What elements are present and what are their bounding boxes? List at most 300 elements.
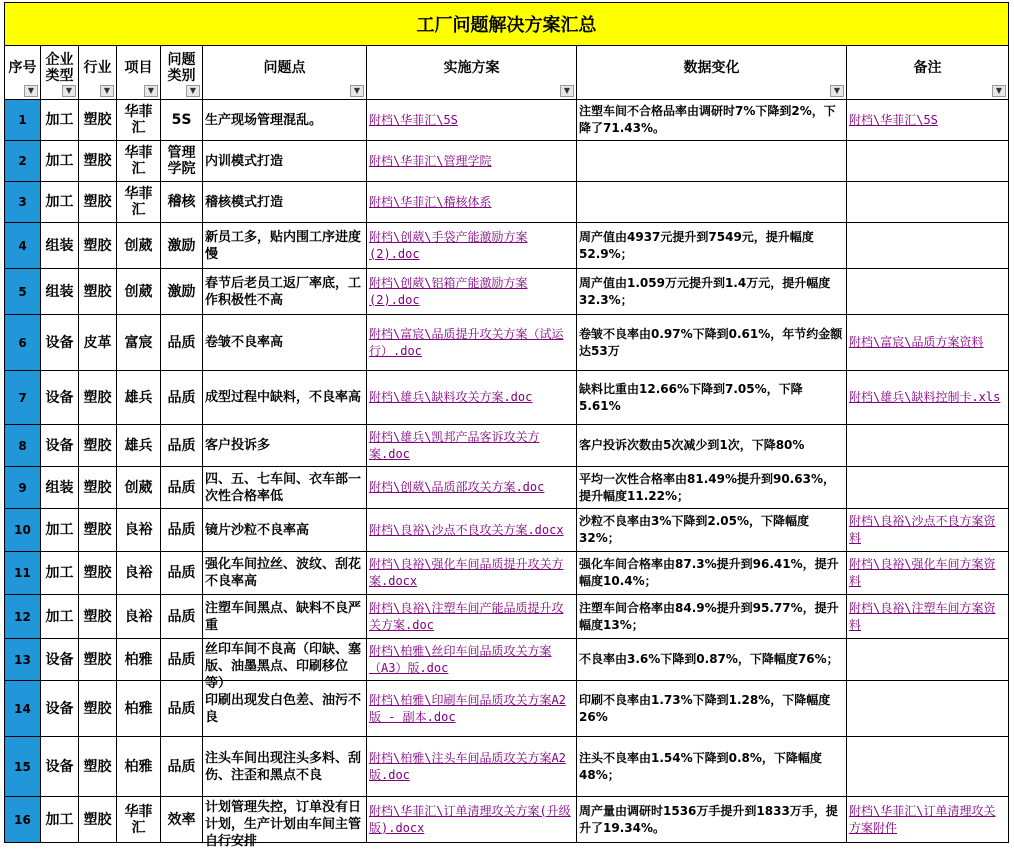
row-number-text: 1: [18, 113, 27, 127]
note-link-text[interactable]: 附档\华菲汇\订单清理攻关方案附件: [849, 803, 996, 835]
note-link[interactable]: [847, 797, 1009, 843]
plan-link-text[interactable]: 附档\华菲汇\管理学院: [369, 153, 492, 168]
category-cell-text: 品质: [167, 565, 196, 581]
plan-link[interactable]: [367, 371, 577, 425]
table-row: [5, 315, 1009, 371]
enterprise-type-cell-text: 组装: [45, 237, 74, 254]
enterprise-type-cell: [41, 371, 79, 425]
data-change-cell: [577, 315, 847, 371]
problem-cell-text: 生产现场管理混乱。: [205, 112, 323, 128]
category-cell: [161, 100, 203, 141]
row-number: [5, 141, 41, 182]
problem-cell: [203, 425, 367, 467]
industry-cell-text: 塑胶: [83, 112, 112, 128]
data-change-cell-text: 注头不良率由1.54%下降到0.8%，下降幅度48%；: [579, 750, 822, 782]
filter-dropdown-icon[interactable]: ▼: [24, 85, 38, 97]
enterprise-type-cell-text: 组装: [45, 283, 74, 300]
note-link: [847, 639, 1009, 681]
category-cell: [161, 467, 203, 509]
plan-link[interactable]: [367, 141, 577, 182]
industry-cell-text: 塑胶: [83, 651, 112, 668]
note-link[interactable]: [847, 371, 1009, 425]
table-row: [5, 269, 1009, 315]
row-number: [5, 371, 41, 425]
problem-cell: [203, 371, 367, 425]
data-change-cell: [577, 371, 847, 425]
note-link: [847, 223, 1009, 269]
category-cell-text: 品质: [167, 522, 196, 538]
enterprise-type-cell-text: 设备: [45, 437, 74, 454]
filter-dropdown-icon[interactable]: ▼: [992, 85, 1006, 97]
table-row: [5, 797, 1009, 843]
industry-cell: [79, 509, 117, 552]
column-header-note[interactable]: [847, 46, 1009, 100]
plan-link[interactable]: [367, 552, 577, 595]
industry-cell-text: 塑胶: [83, 194, 112, 210]
row-number-text: 14: [14, 701, 31, 716]
plan-link-text[interactable]: 附档\柏雅\注头车间品质攻关方案A2版.doc: [369, 750, 566, 782]
row-number: [5, 681, 41, 737]
note-link: [847, 182, 1009, 223]
row-number: [5, 100, 41, 141]
enterprise-type-cell: [41, 315, 79, 371]
row-number-text: 4: [18, 238, 27, 253]
note-link-text[interactable]: 附档\华菲汇\5S: [849, 112, 938, 127]
row-number-text: 8: [18, 438, 27, 453]
category-cell: [161, 315, 203, 371]
note-link: [847, 269, 1009, 315]
industry-cell: [79, 182, 117, 223]
problem-cell: [203, 315, 367, 371]
note-link: [847, 681, 1009, 737]
note-link[interactable]: [847, 315, 1009, 371]
note-link-text[interactable]: 附档\良裕\沙点不良方案资料: [849, 514, 996, 545]
industry-cell-text: 塑胶: [83, 437, 112, 454]
data-change-cell: [577, 737, 847, 797]
plan-link-text[interactable]: 附档\华菲汇\稽核体系: [369, 194, 492, 209]
row-number: [5, 552, 41, 595]
table-row: [5, 509, 1009, 552]
industry-cell: [79, 467, 117, 509]
row-number-text: 16: [14, 812, 31, 827]
enterprise-type-cell: [41, 509, 79, 552]
problem-cell-text: 成型过程中缺料，不良率高: [205, 390, 362, 405]
column-header-problem[interactable]: [203, 46, 367, 100]
note-link[interactable]: [847, 509, 1009, 552]
enterprise-type-cell-text: 加工: [45, 522, 74, 538]
plan-link[interactable]: [367, 100, 577, 141]
enterprise-type-cell: [41, 595, 79, 639]
enterprise-type-cell-text: 设备: [45, 758, 74, 775]
problem-cell-text: 客户投诉多: [205, 438, 271, 453]
category-cell-text: 稽核: [167, 194, 196, 210]
problem-cell-text: 丝印车间不良高（印缺、塞版、油墨黑点、印刷移位等）: [205, 641, 362, 691]
enterprise-type-cell-text: 组装: [45, 479, 74, 496]
category-cell-text: 品质: [167, 758, 196, 775]
table-row: [5, 595, 1009, 639]
row-number-text: 6: [18, 335, 27, 350]
row-number: [5, 737, 41, 797]
enterprise-type-cell-text: 设备: [45, 700, 74, 717]
column-header-project[interactable]: [117, 46, 161, 100]
category-cell: [161, 552, 203, 595]
enterprise-type-cell-text: 设备: [45, 389, 74, 406]
row-number-text: 2: [18, 154, 27, 168]
project-cell-text: 柏雅: [124, 758, 153, 775]
data-change-cell: [577, 509, 847, 552]
industry-cell: [79, 681, 117, 737]
project-cell: [117, 595, 161, 639]
category-cell: [161, 737, 203, 797]
industry-cell-text: 塑胶: [83, 283, 112, 300]
data-change-cell-text: 注塑车间合格率由84.9%提升到95.77%，提升幅度13%；: [579, 600, 839, 632]
enterprise-type-cell-text: 加工: [45, 608, 74, 625]
row-number-text: 5: [18, 284, 27, 299]
problem-cell-text: 春节后老员工返厂率底，工作积极性不高: [205, 275, 362, 308]
data-change-cell: [577, 639, 847, 681]
project-cell: [117, 467, 161, 509]
data-change-cell: [577, 223, 847, 269]
enterprise-type-cell: [41, 223, 79, 269]
table-row: [5, 639, 1009, 681]
project-cell: [117, 681, 161, 737]
project-cell-text: 创葳: [124, 237, 153, 254]
filter-dropdown-icon[interactable]: ▼: [62, 85, 76, 97]
plan-link[interactable]: [367, 681, 577, 737]
enterprise-type-cell: [41, 552, 79, 595]
data-change-cell-text: 印刷不良率由1.73%下降到1.28%，下降幅度26%: [579, 692, 831, 724]
column-header-plan[interactable]: [367, 46, 577, 100]
problem-cell: [203, 467, 367, 509]
enterprise-type-cell: [41, 797, 79, 843]
note-link: [847, 141, 1009, 182]
note-link-text[interactable]: 附档\富宸\品质方案资料: [849, 335, 984, 349]
plan-link-text[interactable]: 附档\良裕\沙点不良攻关方案.docx: [369, 522, 564, 537]
industry-cell-text: 皮革: [83, 334, 112, 351]
project-cell-text: 柏雅: [124, 700, 153, 717]
enterprise-type-cell-text: 加工: [45, 112, 74, 128]
plan-link-text[interactable]: 附档\雄兵\缺料攻关方案.doc: [369, 390, 533, 404]
category-cell-text: 效率: [167, 811, 196, 828]
problem-cell: [203, 100, 367, 141]
plan-link-text[interactable]: 附档\柏雅\印刷车间品质攻关方案A2版 - 副本.doc: [369, 692, 566, 724]
industry-cell-text: 塑胶: [83, 389, 112, 406]
column-header-label: 实施方案: [443, 59, 500, 76]
industry-cell-text: 塑胶: [83, 565, 112, 581]
filter-dropdown-icon[interactable]: ▼: [186, 85, 200, 97]
data-change-cell: [577, 797, 847, 843]
project-cell-text: 雄兵: [124, 389, 153, 406]
row-number: [5, 223, 41, 269]
note-link[interactable]: [847, 552, 1009, 595]
project-cell: [117, 269, 161, 315]
table-row: [5, 100, 1009, 141]
column-header-label: 问题类别: [167, 51, 196, 84]
table-row: [5, 467, 1009, 509]
table-row: [5, 371, 1009, 425]
note-link: [847, 467, 1009, 509]
industry-cell: [79, 269, 117, 315]
data-change-cell: [577, 100, 847, 141]
industry-cell-text: 塑胶: [83, 811, 112, 828]
data-change-cell-text: 卷皱不良率由0.97%下降到0.61%，年节约金额达53万: [579, 326, 843, 358]
category-cell-text: 品质: [167, 389, 196, 406]
solutions-table: [4, 2, 1009, 849]
industry-cell: [79, 315, 117, 371]
row-number: [5, 595, 41, 639]
data-change-cell: [577, 141, 847, 182]
note-link-text[interactable]: 附档\良裕\注塑车间方案资料: [849, 600, 996, 632]
filter-dropdown-icon[interactable]: ▼: [560, 85, 574, 97]
project-cell: [117, 797, 161, 843]
project-cell: [117, 141, 161, 182]
project-cell-text: 华菲汇: [124, 803, 153, 836]
row-number-text: 13: [14, 652, 31, 667]
enterprise-type-cell-text: 加工: [45, 153, 74, 169]
project-cell-text: 华菲汇: [124, 145, 153, 177]
industry-cell: [79, 552, 117, 595]
enterprise-type-cell: [41, 467, 79, 509]
industry-cell: [79, 737, 117, 797]
plan-link[interactable]: [367, 182, 577, 223]
enterprise-type-cell-text: 设备: [45, 651, 74, 668]
sheet-title: 工厂问题解决方案汇总: [5, 3, 1009, 46]
filter-dropdown-icon[interactable]: ▼: [144, 85, 158, 97]
data-change-cell: [577, 595, 847, 639]
problem-cell-text: 稽核模式打造: [205, 194, 284, 210]
plan-link-text[interactable]: 附档\创葳\手袋产能激励方案(2).doc: [369, 229, 528, 261]
data-change-cell-text: 客户投诉次数由5次减少到1次，下降80%: [579, 438, 805, 452]
industry-cell: [79, 223, 117, 269]
industry-cell-text: 塑胶: [83, 608, 112, 625]
problem-cell: [203, 182, 367, 223]
column-header-label: 行业: [83, 59, 112, 76]
problem-cell: [203, 737, 367, 797]
category-cell-text: 管理学院: [167, 145, 196, 177]
plan-link-text[interactable]: 附档\富宸\品质提升攻关方案（试运行）.doc: [369, 326, 564, 358]
project-cell: [117, 182, 161, 223]
plan-link-text[interactable]: 附档\良裕\注塑车间产能品质提升攻关方案.doc: [369, 600, 564, 632]
note-link: [847, 737, 1009, 797]
column-header-type[interactable]: [41, 46, 79, 100]
filter-dropdown-icon[interactable]: ▼: [350, 85, 364, 97]
plan-link[interactable]: [367, 269, 577, 315]
column-header-data[interactable]: [577, 46, 847, 100]
row-number-text: 9: [18, 480, 27, 495]
row-number-text: 3: [18, 195, 27, 209]
data-change-cell-text: 平均一次性合格率由81.49%提升到90.63%，提升幅度11.22%；: [579, 471, 835, 503]
row-number: [5, 467, 41, 509]
column-header-industry[interactable]: [79, 46, 117, 100]
plan-link[interactable]: [367, 467, 577, 509]
column-header-label: 问题点: [263, 59, 306, 76]
plan-link[interactable]: [367, 425, 577, 467]
problem-cell-text: 内训模式打造: [205, 153, 284, 169]
data-change-cell-text: 周产量由调研时1536万手提升到1833万手，提升了19.34%。: [579, 803, 838, 835]
project-cell-text: 良裕: [124, 608, 153, 625]
row-number-text: 12: [14, 609, 31, 624]
plan-link-text[interactable]: 附档\柏雅\丝印车间品质攻关方案（A3）版.doc: [369, 643, 552, 675]
category-cell-text: 品质: [167, 651, 196, 668]
enterprise-type-cell: [41, 100, 79, 141]
table-row: [5, 141, 1009, 182]
note-link: [847, 425, 1009, 467]
plan-link[interactable]: [367, 223, 577, 269]
note-link[interactable]: [847, 100, 1009, 141]
category-cell: [161, 797, 203, 843]
problem-cell-text: 卷皱不良率高: [205, 335, 284, 350]
industry-cell-text: 塑胶: [83, 522, 112, 538]
category-cell: [161, 595, 203, 639]
industry-cell-text: 塑胶: [83, 153, 112, 169]
data-change-cell-text: 沙粒不良率由3%下降到2.05%，下降幅度32%；: [579, 514, 810, 545]
filter-dropdown-icon[interactable]: ▼: [100, 85, 114, 97]
problem-cell: [203, 141, 367, 182]
table-row: [5, 552, 1009, 595]
problem-cell-text: 注塑车间黑点、缺料不良严重: [205, 600, 362, 633]
enterprise-type-cell-text: 加工: [45, 194, 74, 210]
data-change-cell: [577, 269, 847, 315]
header-row: [5, 46, 1009, 100]
plan-link-text[interactable]: 附档\创葳\品质部攻关方案.doc: [369, 480, 545, 494]
column-header-label: 序号: [8, 59, 37, 76]
industry-cell: [79, 797, 117, 843]
category-cell-text: 激励: [167, 237, 196, 254]
enterprise-type-cell: [41, 639, 79, 681]
table-row: [5, 737, 1009, 797]
project-cell: [117, 100, 161, 141]
note-link-text[interactable]: 附档\雄兵\缺料控制卡.xls: [849, 390, 1001, 404]
column-header-label: 备注: [913, 59, 942, 76]
plan-link-text[interactable]: 附档\雄兵\凯邦产品客诉攻关方案.doc: [369, 429, 540, 461]
plan-link[interactable]: [367, 737, 577, 797]
problem-cell: [203, 552, 367, 595]
industry-cell-text: 塑胶: [83, 479, 112, 496]
column-header-label: 数据变化: [683, 59, 740, 76]
row-number: [5, 182, 41, 223]
problem-cell-text: 镜片沙粒不良率高: [205, 522, 310, 538]
project-cell: [117, 425, 161, 467]
category-cell: [161, 269, 203, 315]
project-cell: [117, 223, 161, 269]
data-change-cell-text: 周产值由4937元提升到7549元，提升幅度52.9%；: [579, 229, 814, 261]
category-cell-text: 品质: [167, 700, 196, 717]
data-change-cell: [577, 552, 847, 595]
data-change-cell-text: 强化车间合格率由87.3%提升到96.41%，提升幅度10.4%；: [579, 557, 839, 588]
category-cell-text: 激励: [167, 283, 196, 300]
problem-cell-text: 四、五、七车间、衣车部一次性合格率低: [205, 471, 362, 504]
plan-link-text[interactable]: 附档\华菲汇\订单清理攻关方案(升级版).docx: [369, 803, 571, 835]
data-change-cell-text: 注塑车间不合格品率由调研时7%下降到2%，下降了71.43%。: [579, 104, 836, 135]
category-cell-text: 品质: [167, 608, 196, 625]
problem-cell-text: 计划管理失控，订单没有日计划，生产计划由车间主管自行安排: [205, 799, 362, 849]
data-change-cell-text: 缺料比重由12.66%下降到7.05%，下降5.61%: [579, 381, 803, 413]
category-cell-text: 品质: [167, 437, 196, 454]
table-body: [5, 100, 1009, 849]
note-link-text[interactable]: 附档\良裕\强化车间方案资料: [849, 557, 996, 588]
category-cell: [161, 182, 203, 223]
project-cell: [117, 737, 161, 797]
note-link[interactable]: [847, 595, 1009, 639]
problem-cell: [203, 509, 367, 552]
plan-link-text[interactable]: 附档\良裕\强化车间品质提升攻关方案.docx: [369, 557, 564, 588]
problem-cell: [203, 223, 367, 269]
data-change-cell: [577, 182, 847, 223]
plan-link[interactable]: [367, 639, 577, 681]
plan-link-text[interactable]: 附档\华菲汇\5S: [369, 112, 458, 127]
enterprise-type-cell-text: 加工: [45, 811, 74, 828]
category-cell: [161, 509, 203, 552]
problem-cell-text: 注头车间出现注头多料、刮伤、注歪和黑点不良: [205, 750, 362, 783]
row-number: [5, 509, 41, 552]
problem-cell: [203, 269, 367, 315]
problem-cell: [203, 595, 367, 639]
project-cell: [117, 315, 161, 371]
category-cell: [161, 223, 203, 269]
plan-link[interactable]: [367, 509, 577, 552]
category-cell-text: 5S: [171, 112, 192, 128]
column-header-category[interactable]: [161, 46, 203, 100]
filter-dropdown-icon[interactable]: ▼: [830, 85, 844, 97]
data-change-cell-text: 不良率由3.6%下降到0.87%，下降幅度76%；: [579, 652, 839, 666]
enterprise-type-cell: [41, 425, 79, 467]
row-number: [5, 269, 41, 315]
row-number-text: 10: [14, 523, 31, 537]
category-cell: [161, 681, 203, 737]
enterprise-type-cell: [41, 141, 79, 182]
project-cell-text: 富宸: [124, 334, 153, 351]
problem-cell-text: 强化车间拉丝、波纹、刮花不良率高: [205, 557, 362, 589]
problem-cell: [203, 639, 367, 691]
problem-cell-text: 新员工多，贴内围工序进度慢: [205, 229, 362, 262]
enterprise-type-cell-text: 加工: [45, 565, 74, 581]
industry-cell: [79, 639, 117, 681]
row-number: [5, 639, 41, 681]
problem-cell-text: 印刷出现发白色差、油污不良: [205, 692, 362, 725]
plan-link[interactable]: [367, 315, 577, 371]
table-row: [5, 425, 1009, 467]
project-cell-text: 良裕: [124, 522, 153, 538]
enterprise-type-cell: [41, 182, 79, 223]
column-header-no[interactable]: [5, 46, 41, 100]
data-change-cell: [577, 467, 847, 509]
industry-cell: [79, 141, 117, 182]
data-change-cell: [577, 681, 847, 737]
category-cell-text: 品质: [167, 334, 196, 351]
table-row: [5, 681, 1009, 737]
plan-link[interactable]: [367, 595, 577, 639]
category-cell: [161, 371, 203, 425]
plan-link-text[interactable]: 附档\创葳\铝箱产能激励方案(2).doc: [369, 275, 528, 307]
industry-cell: [79, 425, 117, 467]
industry-cell-text: 塑胶: [83, 237, 112, 254]
row-number-text: 11: [14, 566, 31, 580]
project-cell-text: 创葳: [124, 479, 153, 496]
plan-link[interactable]: [367, 797, 577, 843]
column-header-label: 企业类型: [45, 51, 74, 84]
enterprise-type-cell: [41, 681, 79, 737]
project-cell: [117, 552, 161, 595]
industry-cell-text: 塑胶: [83, 758, 112, 775]
column-header-label: 项目: [124, 59, 153, 76]
row-number-text: 15: [14, 759, 31, 774]
row-number: [5, 797, 41, 843]
project-cell: [117, 509, 161, 552]
project-cell-text: 创葳: [124, 283, 153, 300]
enterprise-type-cell: [41, 737, 79, 797]
row-number: [5, 425, 41, 467]
project-cell: [117, 639, 161, 681]
